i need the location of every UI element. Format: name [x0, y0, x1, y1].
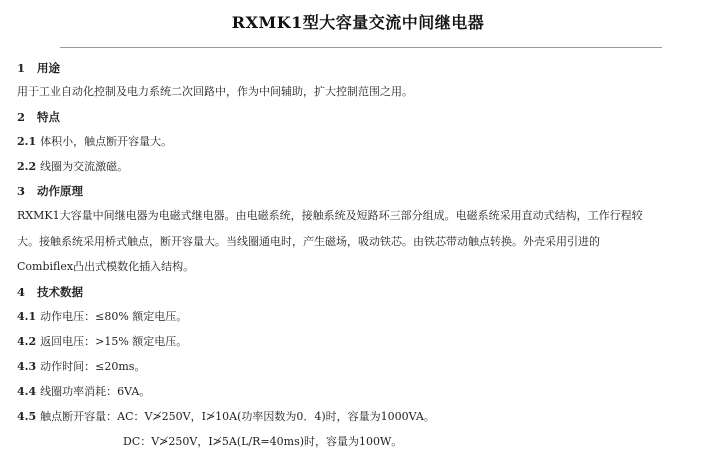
principle-line: 大。接触系统采用桥式触点，断开容量大。当线圈通电时，产生磁场，吸动铁芯。由铁芯带动触点转换。外壳采用引进的 — [17, 235, 600, 248]
section-title: 用途 — [37, 61, 60, 75]
item-number: 4.3 — [17, 360, 37, 373]
spec-item — [17, 360, 145, 374]
spec-item — [17, 385, 150, 399]
item-text: 线圈为交流激磁。 — [40, 160, 129, 173]
spec-item — [17, 410, 435, 424]
section-heading-features — [17, 110, 60, 124]
purpose-paragraph: 用于工业自动化控制及电力系统二次回路中，作为中间辅助，扩大控制范围之用。 — [17, 85, 413, 98]
principle-line: Combiflex凸出式模数化插入结构。 — [17, 260, 195, 273]
principle-line: RXMK1大容量中间继电器为电磁式继电器。由电磁系统，接触系统及短路环三部分组成。电磁系统采用直动式结构，工作行程较 — [17, 209, 643, 222]
item-text: 线圈功率消耗：6VA。 — [40, 385, 151, 398]
spec-dc-line: DC：V≯250V，I≯5A(L/R=40ms)时，容量为100W。 — [123, 435, 403, 448]
feature-item — [17, 135, 172, 149]
item-number: 4.5 — [17, 410, 37, 423]
item-number: 4.1 — [17, 310, 37, 323]
item-text: 返回电压：>15% 额定电压。 — [40, 335, 188, 348]
section-title: 动作原理 — [37, 184, 83, 198]
item-number: 2.1 — [17, 135, 37, 148]
section-number: 4 — [17, 285, 26, 299]
section-heading-principle — [17, 184, 83, 198]
item-text: 体积小，触点断开容量大。 — [40, 135, 173, 148]
title-divider — [60, 47, 662, 48]
feature-item — [17, 160, 128, 174]
item-text: 动作电压：≤80% 额定电压。 — [40, 310, 188, 323]
section-heading-purpose — [17, 61, 60, 75]
item-number: 4.4 — [17, 385, 37, 398]
section-title: 技术数据 — [37, 285, 83, 299]
spec-item — [17, 310, 187, 324]
section-heading-specs — [17, 285, 83, 299]
item-text: 触点断开容量：AC：V≯250V，I≯10A(功率因数为0．4)时，容量为1000VA。 — [40, 410, 435, 423]
document-title: RXMK1型大容量交流中间继电器 — [231, 13, 485, 32]
item-text: 动作时间：≤20ms。 — [40, 360, 146, 373]
section-title: 特点 — [37, 110, 60, 124]
section-number: 1 — [17, 61, 26, 75]
item-number: 2.2 — [17, 160, 37, 173]
section-number: 3 — [17, 184, 26, 198]
section-number: 2 — [17, 110, 26, 124]
spec-item — [17, 335, 187, 349]
item-number: 4.2 — [17, 335, 37, 348]
